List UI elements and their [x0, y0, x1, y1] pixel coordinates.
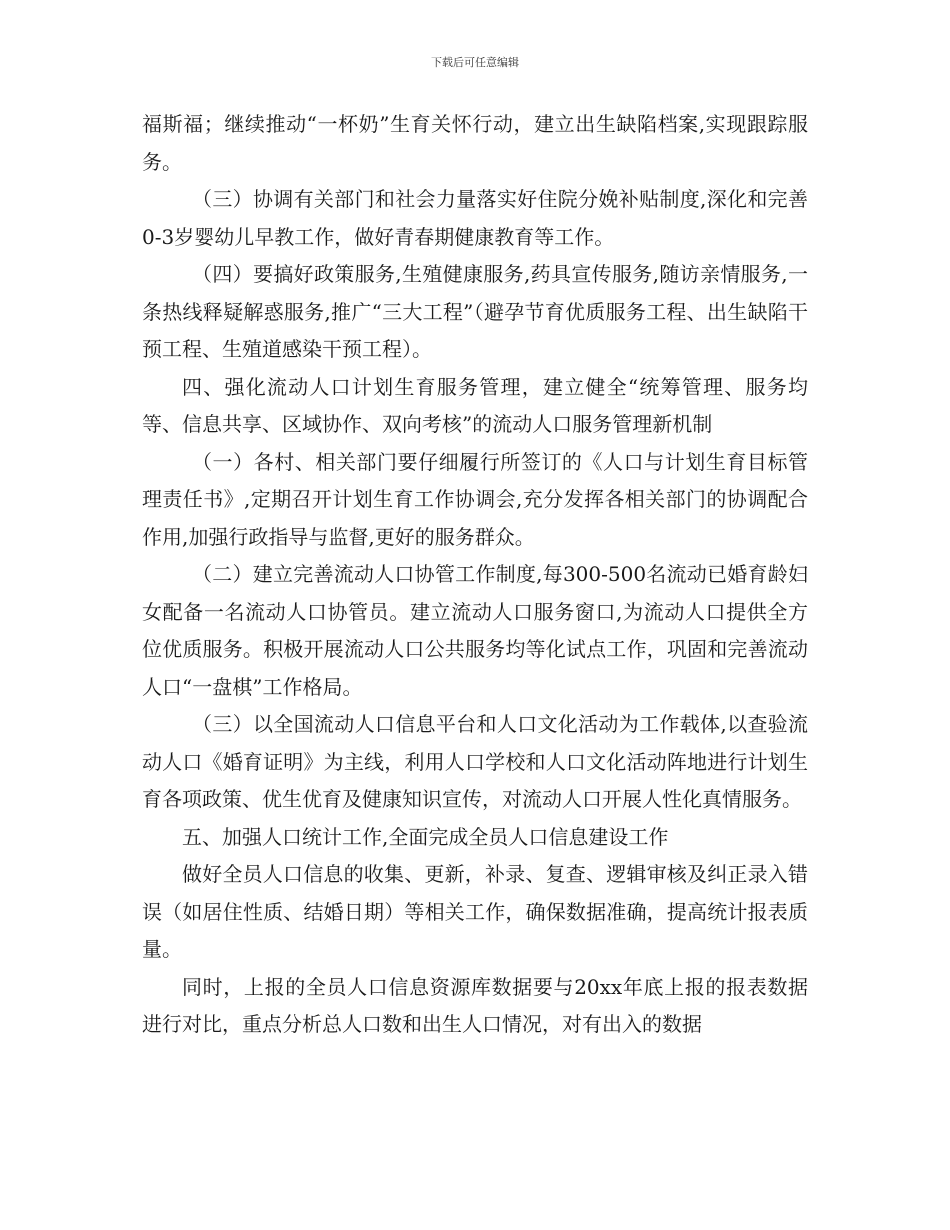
paragraph: 做好全员人口信息的收集、更新，补录、复查、逻辑审核及纠正录入错误（如居住性质、结婚日期）等相关工作，确保数据准确，提高统计报表质量。: [142, 862, 808, 961]
paragraph: （四）要搞好政策服务,生殖健康服务,药具宣传服务,随访亲情服务,一条热线释疑解惑服务,推广“三大工程”（避孕节育优质服务工程、出生缺陷干预工程、生殖道感染干预工程）。: [142, 262, 808, 361]
paragraph: （三）以全国流动人口信息平台和人口文化活动为工作载体,以查验流动人口《婚育证明》为主线，利用人口学校和人口文化活动阵地进行计划生育各项政策、优生优育及健康知识宣传，对流动人口开展人性化真情服务。: [142, 712, 808, 811]
paragraph: （一）各村、相关部门要仔细履行所签订的《人口与计划生育目标管理责任书》,定期召开计划生育工作协调会,充分发挥各相关部门的协调配合作用,加强行政指导与监督,更好的服务群众。: [142, 449, 808, 549]
paragraph: 同时，上报的全员人口信息资源库数据要与20xx年底上报的报表数据进行对比，重点分析总人口数和出生人口情况，对有出入的数据: [142, 974, 808, 1036]
page-header: 下载后可任意编辑: [431, 56, 519, 69]
section-heading: 五、加强人口统计工作,全面完成全员人口信息建设工作: [182, 824, 669, 849]
document-body: [142, 106, 808, 1044]
paragraph: （二）建立完善流动人口协管工作制度,每300-500名流动已婚育龄妇女配备一名流动人口协管员。建立流动人口服务窗口,为流动人口提供全方位优质服务。积极开展流动人口公共服务均等化试点工作，巩固和完善流动人口“一盘棋”工作格局。: [142, 562, 808, 699]
paragraph: 福斯福；继续推动“一杯奶”生育关怀行动，建立出生缺陷档案,实现跟踪服务。: [142, 112, 808, 174]
section-heading: 四、强化流动人口计划生育服务管理，建立健全“统筹管理、服务均等、信息共享、区域协作、双向考核”的流动人口服务管理新机制: [142, 374, 808, 436]
paragraph: （三）协调有关部门和社会力量落实好住院分娩补贴制度,深化和完善0-3岁婴幼儿早教工作，做好青春期健康教育等工作。: [142, 187, 808, 249]
